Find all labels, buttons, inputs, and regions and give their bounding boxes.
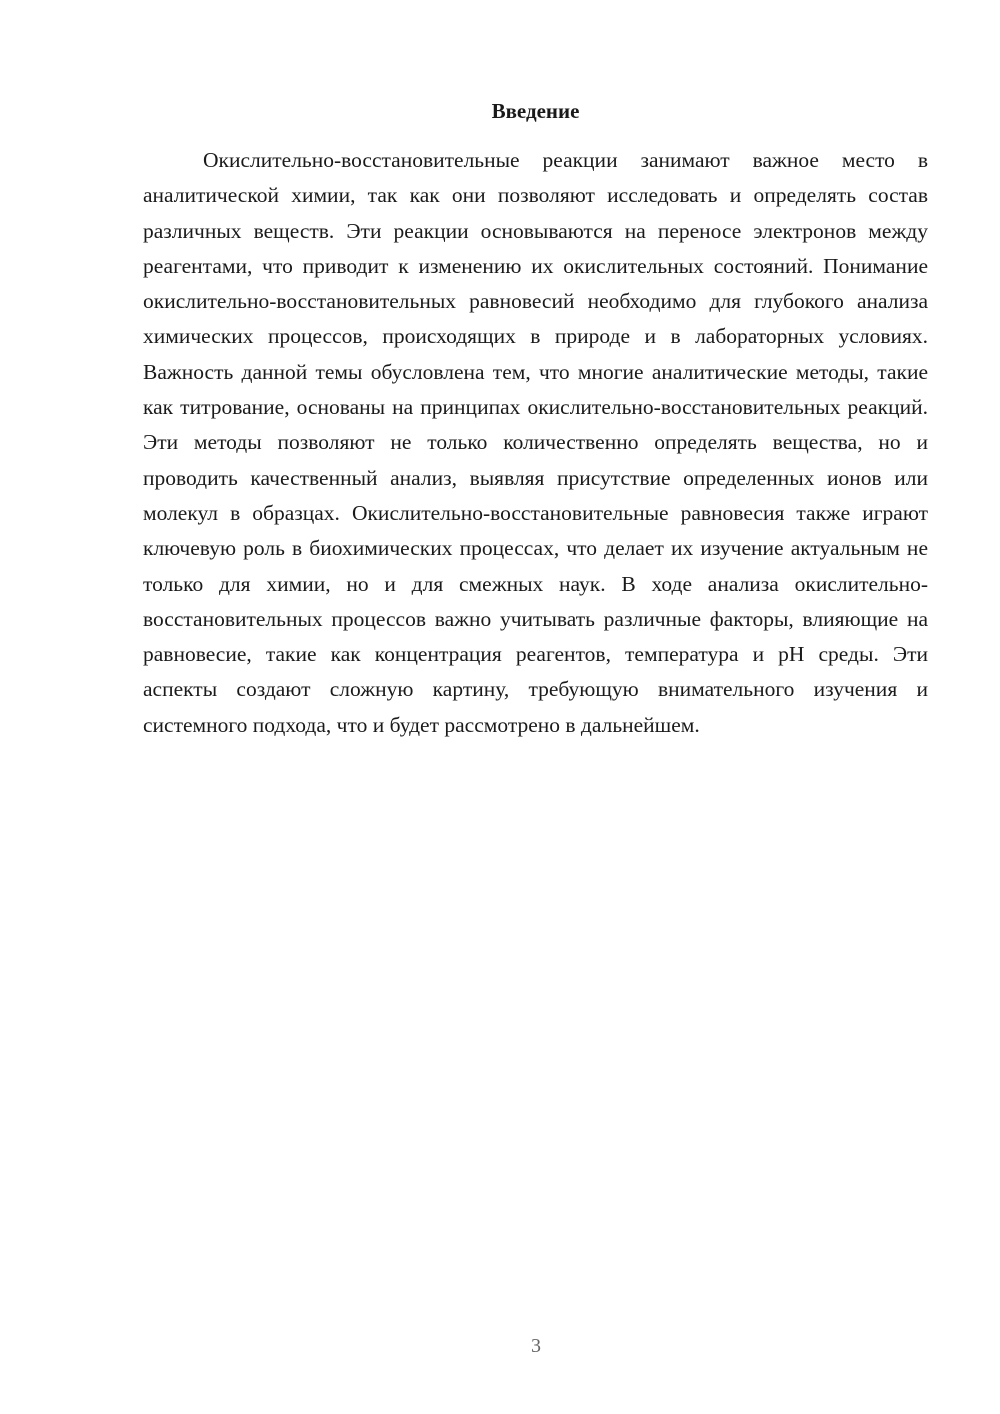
body-paragraph: Окислительно-восстановительные реакции занимают важное место в аналитической химии, так как они позволяют исследовать и определять состав различных веществ. Эти реакции основываются на переносе электронов между реагентами, что приводит к изменению их окислительных состояний. Понимание окислительно-восстановительных равновесий необходимо для глубокого анализа химических процессов, происходящих в природе и в лабораторных условиях. Важность данной темы обусловлена тем, что многие аналитические методы, такие как титрование, основаны на принципах окислительно-восстановительных реакций. Эти методы позволяют не только количественно определять вещества, но и проводить качественный анализ, выявляя присутствие определенных ионов или молекул в образцах. Окислительно-восстановительные равновесия также играют ключевую роль в биохимических процессах, что делает их изучение актуальным не только для химии, но и для смежных наук. В ходе анализа окислительно-восстановительных процессов важно учитывать различные факторы, влияющие на равновесие, такие как концентрация реагентов, температура и pH среды. Эти аспекты создают сложную картину, требующую внимательного изучения и системного подхода, что и будет рассмотрено в дальнейшем. (143, 148, 928, 737)
page-number: 3 (531, 1335, 541, 1357)
section-heading: Введение (491, 99, 580, 123)
